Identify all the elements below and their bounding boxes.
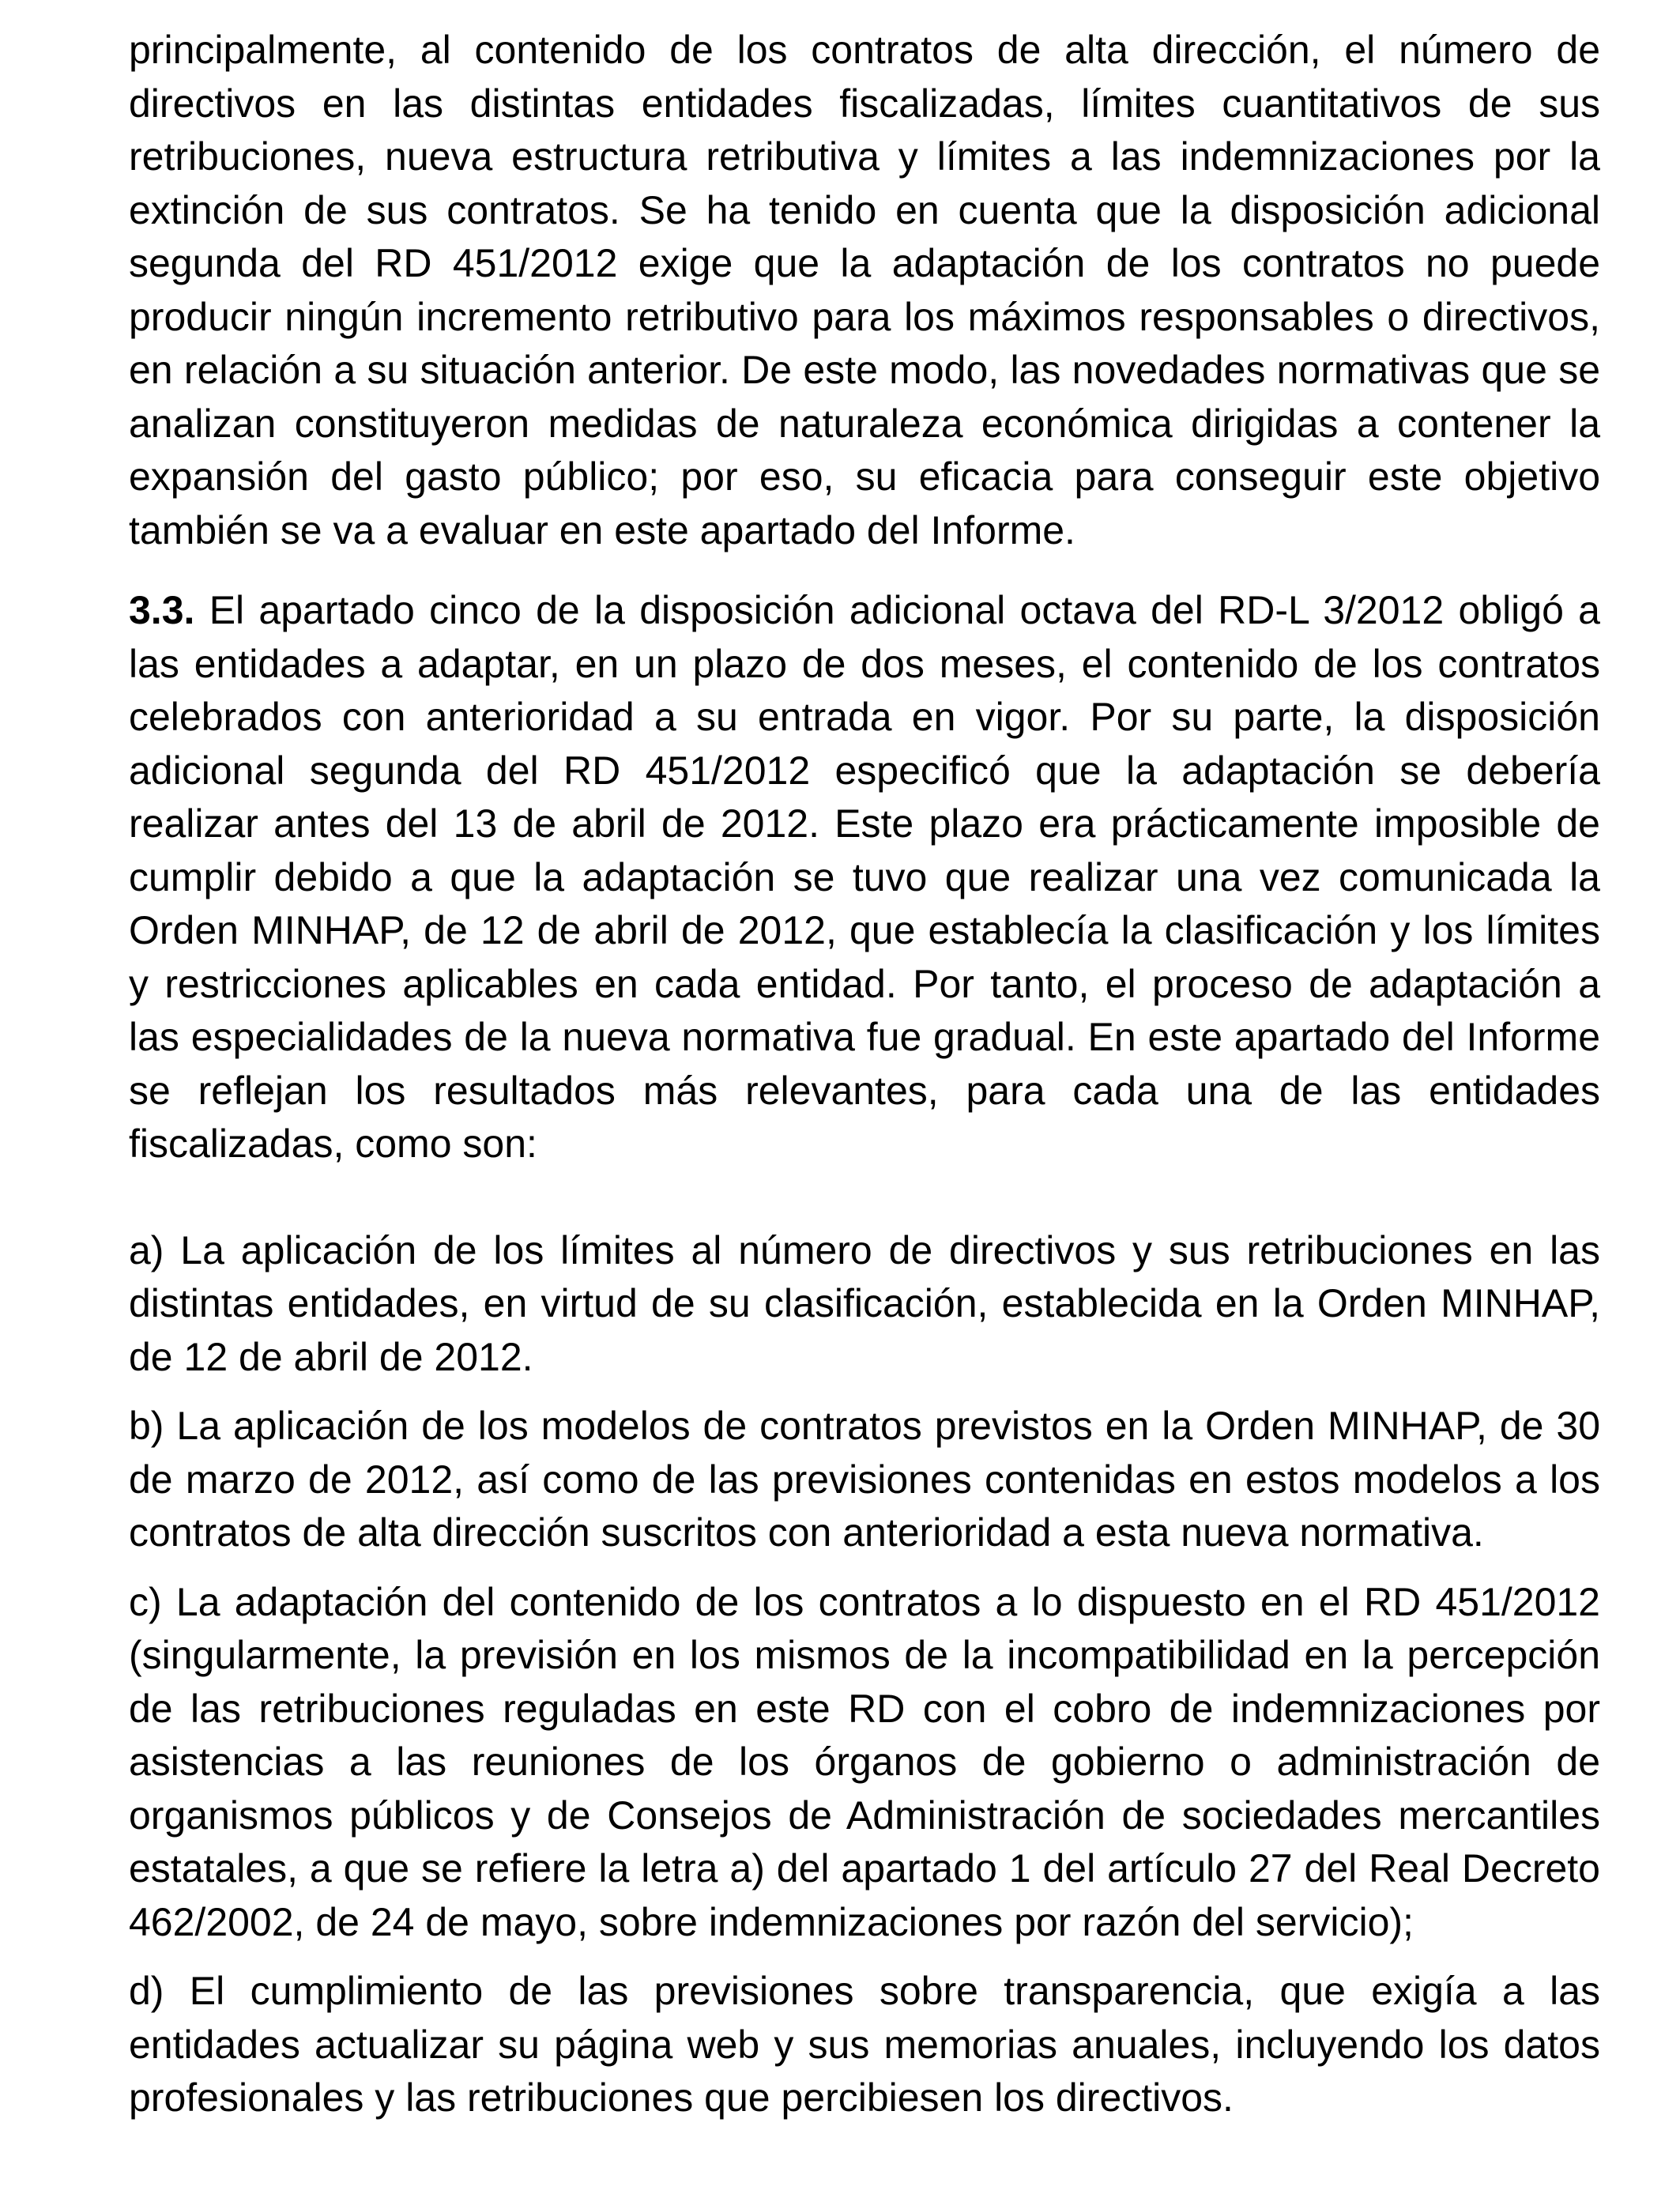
list-item-text: La adaptación del contenido de los contratos a lo dispuesto en el RD 451/2012 (singularmente, la previsión en los mismos de la incompatibilidad en la percepción de las retribuciones reguladas en este RD con el cobro de indemnizaciones por asistencias a las reuniones de los órganos de gobierno o administración de organismos públicos y de Consejos de Administración de sociedades mercantiles estatales, a que se refiere la letra a) del apartado 1 del artículo 27 del Real Decreto 462/2002, de 24 de mayo, sobre indemnizaciones por razón del servicio);: [129, 1579, 1600, 1944]
list-item-b: [129, 1400, 1600, 1560]
section-3-3-paragraph: [129, 584, 1600, 1171]
list-item-a: [129, 1224, 1600, 1385]
document-page: [129, 24, 1600, 2141]
list-item-d: [129, 1965, 1600, 2125]
intro-paragraph: principalmente, al contenido de los contratos de alta dirección, el número de directivos en las distintas entidades fiscalizadas, límites cuantitativos de sus retribuciones, nueva estructura retributiva y límites a las indemnizaciones por la extinción de sus contratos. Se ha tenido en cuenta que la disposición adicional segunda del RD 451/2012 exige que la adaptación de los contratos no puede producir ningún incremento retributivo para los máximos responsables o directivos, en relación a su situación anterior. De este modo, las novedades normativas que se analizan constituyeron medidas de naturaleza económica dirigidas a contener la expansión del gasto público; por eso, su eficacia para conseguir este objetivo también se va a evaluar en este apartado del Informe.: [129, 28, 1600, 552]
list-item-text: La aplicación de los modelos de contratos previstos en la Orden MINHAP, de 30 de marzo de 2012, así como de las previsiones contenidas en estos modelos a los contratos de alta dirección suscritos con anterioridad a esta nueva normativa.: [129, 1404, 1600, 1555]
list-item-letter: a): [129, 1227, 164, 1272]
section-text: El apartado cinco de la disposición adicional octava del RD-L 3/2012 obligó a las entidades a adaptar, en un plazo de dos meses, el contenido de los contratos celebrados con anterioridad a su entrada en vigor. Por su parte, la disposición adicional segunda del RD 451/2012 especificó que la adaptación se debería realizar antes del 13 de abril de 2012. Este plazo era prácticamente imposible de cumplir debido a que la adaptación se tuvo que realizar una vez comunicada la Orden MINHAP, de 12 de abril de 2012, que establecía la clasificación y los límites y restricciones aplicables en cada entidad. Por tanto, el proceso de adaptación a las especialidades de la nueva normativa fue gradual. En este apartado del Informe se reflejan los resultados más relevantes, para cada una de las entidades fiscalizadas, como son:: [129, 588, 1600, 1166]
list-item-letter: b): [129, 1404, 164, 1448]
list-item-letter: c): [129, 1579, 162, 1624]
list-item-text: El cumplimiento de las previsiones sobre transparencia, que exigía a las entidades actualizar su página web y sus memorias anuales, incluyendo los datos profesionales y las retribuciones que percibiesen los directivos.: [129, 1969, 1600, 2120]
section-number: 3.3.: [129, 588, 195, 632]
list-item-text: La aplicación de los límites al número de directivos y sus retribuciones en las distintas entidades, en virtud de su clasificación, establecida en la Orden MINHAP, de 12 de abril de 2012.: [129, 1227, 1600, 1379]
list-item-letter: d): [129, 1969, 164, 2013]
list-item-c: [129, 1576, 1600, 1950]
